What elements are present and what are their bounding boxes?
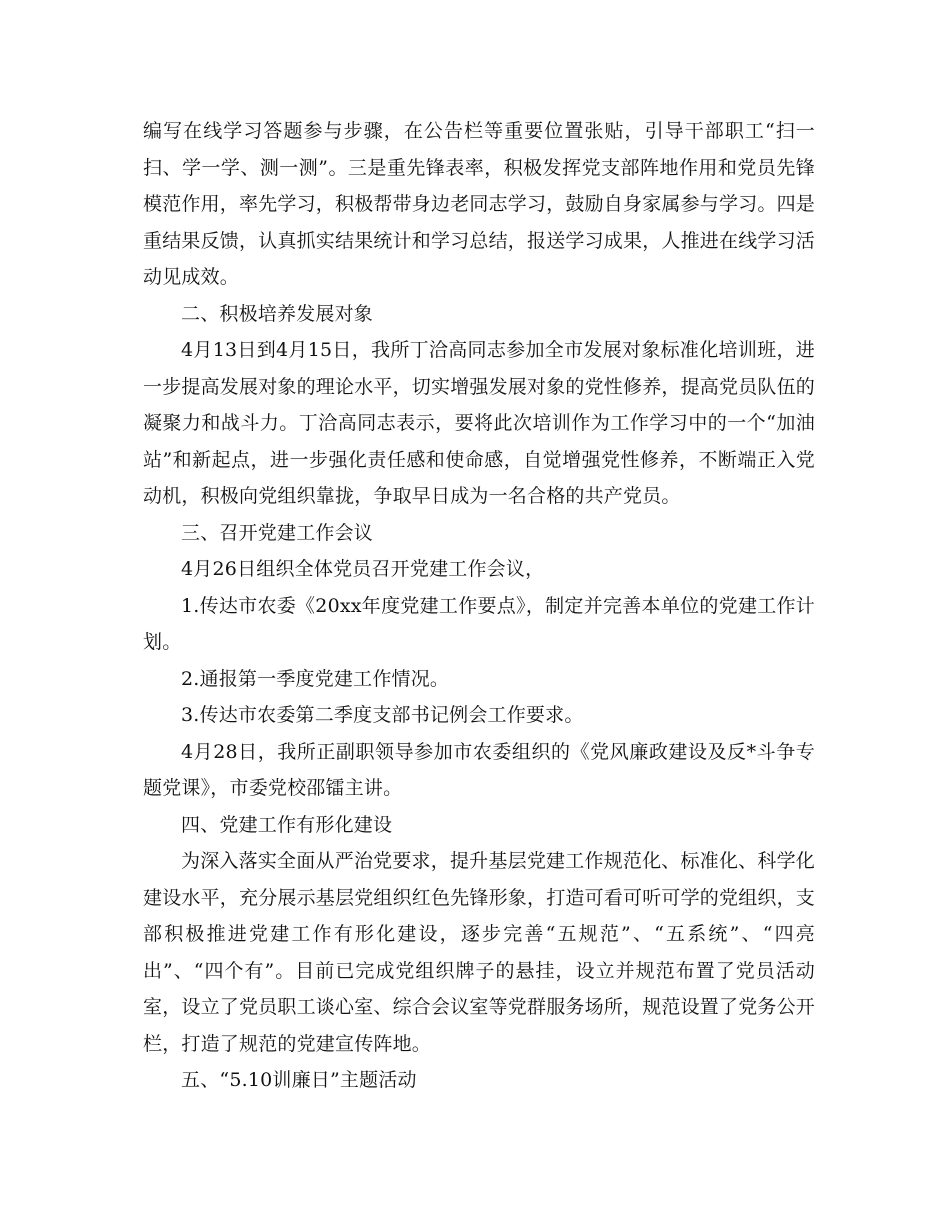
paragraph-meeting-intro: 4月26日组织全体党员召开党建工作会议， (181, 558, 545, 580)
paragraph-training: 4月13日到4月15日，我所丁洽高同志参加全市发展对象标准化培训班，进一步提高发展对象的理论水平，切实增强发展对象的党性修养，提高党员队伍的凝聚力和战斗力。丁洽高同志表示，要将此次培训作为工作学习中的一个“加油站”和新起点，进一步强化责任感和使命感，自觉增强党性修养，不断端正入党动机，积极向党组织靠拢，争取早日成为一名合格的共产党员。 (143, 339, 816, 507)
list-item-1: 1.传达市农委《20xx年度党建工作要点》，制定并完善本单位的党建工作计划。 (143, 594, 815, 653)
heading-section-2: 二、积极培养发展对象 (181, 302, 374, 325)
paragraph-study-steps: 编写在线学习答题参与步骤，在公告栏等重要位置张贴，引导干部职工“扫一扫、学一学、测一测”。三是重先锋表率，积极发挥党支部阵地作用和党员先锋模范作用，率先学习，积极帮带身边老同志学习，鼓励自身家属参与学习。四是重结果反馈，认真抓实结果统计和学习总结，报送学习成果，人推进在线学习活动见成效。 (143, 120, 816, 288)
heading-section-3: 三、召开党建工作会议 (181, 521, 374, 544)
document-body (143, 113, 815, 1099)
paragraph-construction: 为深入落实全面从严治党要求，提升基层党建工作规范化、标准化、科学化建设水平，充分展示基层党组织红色先锋形象，打造可看可听可学的党组织，支部积极推进党建工作有形化建设，逐步完善“五规范”、“五系统”、“四亮出”、“四个有”。目前已完成党组织牌子的悬挂，设立并规范布置了党员活动室，设立了党员职工谈心室、综合会议室等党群服务场所，规范设置了党务公开栏，打造了规范的党建宣传阵地。 (143, 850, 816, 1055)
paragraph-party-lesson: 4月28日，我所正副职领导参加市农委组织的《党风廉政建设及反*斗争专题党课》，市委党校邵镭主讲。 (143, 740, 815, 799)
list-item-3: 3.传达市农委第二季度支部书记例会工作要求。 (181, 704, 584, 726)
heading-section-4: 四、党建工作有形化建设 (181, 813, 393, 836)
heading-section-5: 五、“5.10训廉日”主题活动 (181, 1069, 417, 1091)
list-item-2: 2.通报第一季度党建工作情况。 (181, 667, 450, 690)
